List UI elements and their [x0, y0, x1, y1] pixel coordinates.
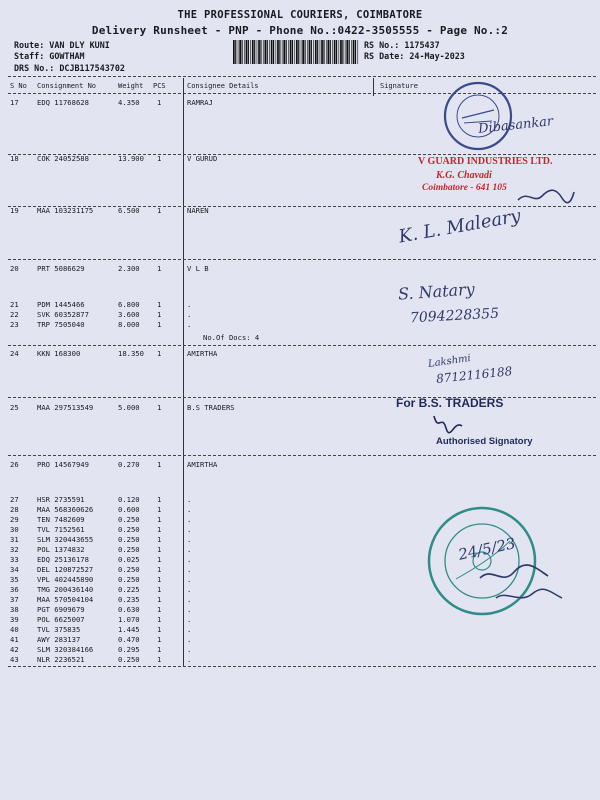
- cell-consignee: .: [187, 505, 192, 514]
- cell-sno: 32: [10, 545, 19, 554]
- staff-label: Staff: GOWTHAM: [14, 51, 85, 61]
- cell-weight: 0.470: [118, 635, 140, 644]
- signature-row20: S. Natary: [397, 279, 476, 304]
- col-consignee: Consignee Details: [187, 82, 259, 90]
- cell-consignee: .: [187, 615, 192, 624]
- drs-number: DRS No.: DCJB117543702: [14, 63, 125, 73]
- cell-sno: 22: [10, 310, 19, 319]
- cell-consignee: .: [187, 495, 192, 504]
- cell-weight: 1.445: [118, 625, 140, 634]
- cell-pcs: 1: [157, 515, 162, 524]
- cell-pcs: 1: [157, 460, 162, 469]
- cell-consignee: .: [187, 555, 192, 564]
- cell-cons: POL 6625007: [37, 615, 85, 624]
- col-consignment: Consignment No: [37, 82, 97, 90]
- cell-cons: SVK 60352877: [37, 310, 89, 319]
- col-signature: Signature: [380, 82, 418, 90]
- divider-row: [8, 154, 596, 155]
- divider-top: [8, 76, 596, 77]
- cell-pcs: 1: [157, 535, 162, 544]
- cell-consignee: .: [187, 300, 192, 309]
- cell-weight: 0.250: [118, 575, 140, 584]
- cell-weight: 18.350: [118, 349, 144, 358]
- cell-consignee: .: [187, 625, 192, 634]
- rs-date: RS Date: 24-May-2023: [364, 51, 465, 61]
- cell-sno: 41: [10, 635, 19, 644]
- cell-consignee: AMIRTHA: [187, 349, 218, 358]
- cell-pcs: 1: [157, 545, 162, 554]
- cell-consignee: .: [187, 645, 192, 654]
- cell-sno: 30: [10, 525, 19, 534]
- cell-cons: PGT 6909679: [37, 605, 85, 614]
- cell-pcs: 1: [157, 625, 162, 634]
- cell-pcs: 1: [157, 310, 162, 319]
- cell-cons: PDM 1445466: [37, 300, 85, 309]
- cell-cons: HSR 2735591: [37, 495, 85, 504]
- cell-sno: 34: [10, 565, 19, 574]
- cell-pcs: 1: [157, 264, 162, 273]
- cell-consignee: .: [187, 515, 192, 524]
- cell-sno: 25: [10, 403, 19, 412]
- cell-pcs: 1: [157, 585, 162, 594]
- cell-sno: 39: [10, 615, 19, 624]
- cell-pcs: 1: [157, 635, 162, 644]
- cell-cons: TMG 200436140: [37, 585, 94, 594]
- cell-weight: 0.250: [118, 535, 140, 544]
- cell-pcs: 1: [157, 605, 162, 614]
- cell-consignee: .: [187, 575, 192, 584]
- cell-cons: PRT 5086629: [37, 264, 85, 273]
- signature-row18: [516, 186, 576, 206]
- rs-number: RS No.: 1175437: [364, 40, 440, 50]
- cell-sno: 21: [10, 300, 19, 309]
- cell-consignee: .: [187, 635, 192, 644]
- divider-row: [8, 397, 596, 398]
- barcode: [232, 40, 360, 64]
- cell-cons: MAA 568360626: [37, 505, 94, 514]
- cell-weight: 0.250: [118, 655, 140, 664]
- cell-cons: TEN 7482609: [37, 515, 85, 524]
- cell-weight: 5.000: [118, 403, 140, 412]
- cell-cons: VPL 402445890: [37, 575, 94, 584]
- cell-sno: 31: [10, 535, 19, 544]
- cell-consignee: B.S TRADERS: [187, 403, 235, 412]
- cell-pcs: 1: [157, 300, 162, 309]
- stamp-vguard-line2: K.G. Chavadi: [436, 170, 492, 181]
- cell-weight: 0.225: [118, 585, 140, 594]
- stamp-vguard-line3: Coimbatore - 641 105: [422, 183, 507, 193]
- cell-weight: 13.900: [118, 154, 144, 163]
- cell-weight: 0.295: [118, 645, 140, 654]
- cell-pcs: 1: [157, 565, 162, 574]
- stamp-bstraders-title: For B.S. TRADERS: [396, 396, 504, 410]
- no-of-docs: No.Of Docs: 4: [203, 333, 260, 342]
- cell-pcs: 1: [157, 575, 162, 584]
- cell-weight: 0.025: [118, 555, 140, 564]
- cell-cons: TVL 7152561: [37, 525, 85, 534]
- signature-row17: Dibasankar: [477, 114, 554, 137]
- column-divider: [183, 78, 184, 666]
- cell-pcs: 1: [157, 525, 162, 534]
- cell-sno: 20: [10, 264, 19, 273]
- cell-cons: POL 1374832: [37, 545, 85, 554]
- stamp-vguard-line1: V GUARD INDUSTRIES LTD.: [418, 156, 553, 167]
- cell-sno: 35: [10, 575, 19, 584]
- signature-divider: [373, 78, 374, 96]
- signature-row25: [430, 412, 466, 436]
- cell-sno: 38: [10, 605, 19, 614]
- cell-weight: 4.350: [118, 98, 140, 107]
- cell-consignee: V GURUD: [187, 154, 218, 163]
- cell-pcs: 1: [157, 655, 162, 664]
- cell-consignee: .: [187, 310, 192, 319]
- company-name: THE PROFESSIONAL COURIERS, COIMBATORE: [177, 9, 423, 21]
- cell-cons: EDQ 25136178: [37, 555, 89, 564]
- cell-weight: 0.250: [118, 565, 140, 574]
- cell-consignee: V L B: [187, 264, 209, 273]
- cell-sno: 23: [10, 320, 19, 329]
- cell-weight: 3.600: [118, 310, 140, 319]
- cell-consignee: .: [187, 525, 192, 534]
- cell-weight: 0.600: [118, 505, 140, 514]
- cell-pcs: 1: [157, 320, 162, 329]
- cell-pcs: 1: [157, 495, 162, 504]
- cell-cons: SLM 320384166: [37, 645, 94, 654]
- cell-weight: 0.630: [118, 605, 140, 614]
- cell-weight: 0.250: [118, 525, 140, 534]
- cell-pcs: 1: [157, 154, 162, 163]
- col-pcs: PCS: [153, 82, 166, 90]
- cell-cons: MAA 297513549: [37, 403, 94, 412]
- cell-consignee: .: [187, 545, 192, 554]
- cell-cons: AWY 283137: [37, 635, 81, 644]
- cell-pcs: 1: [157, 645, 162, 654]
- cell-sno: 29: [10, 515, 19, 524]
- cell-weight: 0.235: [118, 595, 140, 604]
- route-label: Route: VAN DLY KUNI: [14, 40, 110, 50]
- cell-consignee: .: [187, 320, 192, 329]
- cell-pcs: 1: [157, 98, 162, 107]
- cell-pcs: 1: [157, 505, 162, 514]
- cell-consignee: NAREN: [187, 206, 209, 215]
- cell-cons: TVL 375835: [37, 625, 81, 634]
- divider-row: [8, 259, 596, 260]
- phone-row24: 8712116188: [435, 364, 513, 386]
- cell-pcs: 1: [157, 403, 162, 412]
- cell-cons: TRP 7505040: [37, 320, 85, 329]
- cell-pcs: 1: [157, 206, 162, 215]
- cell-sno: 40: [10, 625, 19, 634]
- signature-row24: Lakshmi: [427, 353, 472, 370]
- cell-pcs: 1: [157, 349, 162, 358]
- cell-weight: 2.300: [118, 264, 140, 273]
- cell-cons: PRO 14567949: [37, 460, 89, 469]
- cell-weight: 0.120: [118, 495, 140, 504]
- cell-consignee: .: [187, 565, 192, 574]
- cell-sno: 24: [10, 349, 19, 358]
- cell-weight: 6.800: [118, 300, 140, 309]
- cell-sno: 37: [10, 595, 19, 604]
- cell-cons: DEL 120872527: [37, 565, 94, 574]
- divider-bottom: [8, 666, 596, 667]
- cell-sno: 33: [10, 555, 19, 564]
- signature-row19: K. L. Maleary: [397, 205, 523, 248]
- cell-cons: MAA 570504104: [37, 595, 94, 604]
- cell-sno: 17: [10, 98, 19, 107]
- signature-row27: [476, 562, 566, 608]
- cell-sno: 36: [10, 585, 19, 594]
- cell-consignee: RAMRAJ: [187, 98, 213, 107]
- cell-consignee: AMIRTHA: [187, 460, 218, 469]
- cell-cons: EDQ 11768628: [37, 98, 89, 107]
- cell-consignee: .: [187, 655, 192, 664]
- divider-row: [8, 455, 596, 456]
- phone-row20: 7094228355: [409, 305, 500, 327]
- cell-cons: NLR 2236521: [37, 655, 85, 664]
- cell-weight: 0.250: [118, 545, 140, 554]
- cell-cons: MAA 103231175: [37, 206, 94, 215]
- divider-row: [8, 345, 596, 346]
- stamp-bstraders-sub: Authorised Signatory: [436, 436, 533, 447]
- cell-consignee: .: [187, 535, 192, 544]
- cell-sno: 26: [10, 460, 19, 469]
- cell-weight: 8.000: [118, 320, 140, 329]
- cell-weight: 0.250: [118, 515, 140, 524]
- cell-sno: 28: [10, 505, 19, 514]
- cell-pcs: 1: [157, 595, 162, 604]
- cell-pcs: 1: [157, 615, 162, 624]
- cell-weight: 6.500: [118, 206, 140, 215]
- cell-cons: COK 24052588: [37, 154, 89, 163]
- cell-consignee: .: [187, 605, 192, 614]
- cell-cons: KKN 168300: [37, 349, 81, 358]
- cell-weight: 0.270: [118, 460, 140, 469]
- runsheet-title: Delivery Runsheet - PNP - Phone No.:0422-3505555 - Page No.:2: [91, 24, 509, 37]
- cell-cons: SLM 320443655: [37, 535, 94, 544]
- cell-sno: 27: [10, 495, 19, 504]
- cell-consignee: .: [187, 595, 192, 604]
- cell-pcs: 1: [157, 555, 162, 564]
- col-weight: Weight: [118, 82, 144, 90]
- cell-weight: 1.070: [118, 615, 140, 624]
- cell-sno: 43: [10, 655, 19, 664]
- round-stamp: [440, 80, 516, 152]
- col-sno: S No: [10, 82, 27, 90]
- cell-sno: 42: [10, 645, 19, 654]
- date-row27: 24/5/23: [456, 534, 518, 564]
- cell-consignee: .: [187, 585, 192, 594]
- cell-sno: 19: [10, 206, 19, 215]
- cell-sno: 18: [10, 154, 19, 163]
